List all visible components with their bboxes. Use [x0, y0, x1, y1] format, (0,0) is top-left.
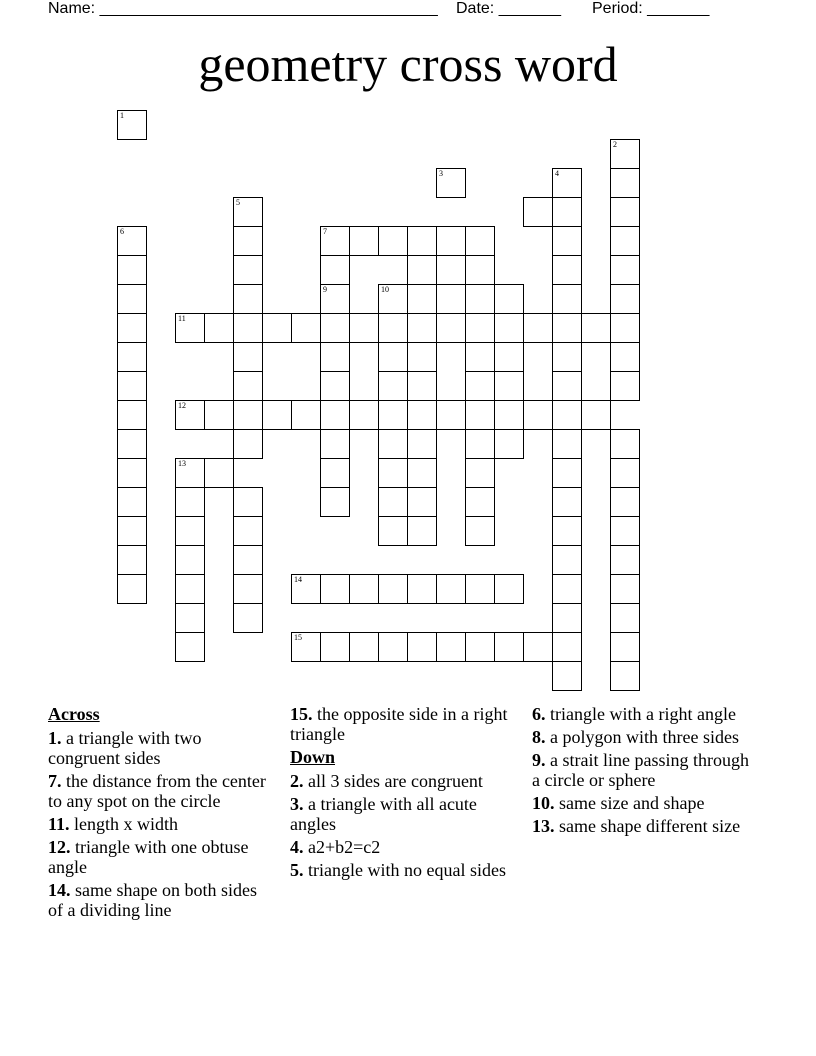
grid-cell[interactable]: [465, 487, 495, 517]
grid-cell[interactable]: [581, 313, 611, 343]
grid-cell[interactable]: [610, 255, 640, 285]
clue: [532, 793, 757, 813]
clue-number-label: 9.: [532, 750, 546, 770]
date-field[interactable]: Date: _______: [456, 0, 561, 17]
grid-cell[interactable]: [436, 313, 466, 343]
grid-cell[interactable]: [552, 226, 582, 256]
grid-cell[interactable]: [262, 400, 292, 430]
grid-cell[interactable]: [610, 226, 640, 256]
clue-text: triangle with one obtuse angle: [48, 837, 249, 877]
grid-cell[interactable]: [465, 429, 495, 459]
grid-cell[interactable]: [175, 487, 205, 517]
clues-column-2: [290, 704, 515, 883]
clue-number-label: 7.: [48, 771, 62, 791]
grid-cell[interactable]: [117, 458, 147, 488]
clue-number: 11: [178, 314, 186, 323]
grid-cell[interactable]: [552, 342, 582, 372]
clue-number: 13: [178, 459, 186, 468]
clues-column-3: [532, 704, 757, 839]
grid-cell[interactable]: [117, 429, 147, 459]
grid-cell[interactable]: [175, 574, 205, 604]
grid-cell[interactable]: [407, 429, 437, 459]
clue-number: 12: [178, 401, 186, 410]
grid-cell[interactable]: [407, 516, 437, 546]
grid-cell[interactable]: [175, 603, 205, 633]
grid-cell[interactable]: [552, 545, 582, 575]
grid-cell[interactable]: [233, 371, 263, 401]
grid-cell[interactable]: [552, 661, 582, 691]
grid-cell[interactable]: [233, 197, 263, 227]
clue-number-label: 6.: [532, 704, 546, 724]
clue-number: 10: [381, 285, 389, 294]
clue-number: 9: [323, 285, 327, 294]
clue: [290, 771, 515, 791]
grid-cell[interactable]: [494, 313, 524, 343]
grid-cell[interactable]: [552, 516, 582, 546]
clue-number-label: 1.: [48, 728, 62, 748]
grid-cell[interactable]: [175, 458, 205, 488]
grid-cell[interactable]: [233, 226, 263, 256]
grid-cell[interactable]: [407, 632, 437, 662]
grid-cell[interactable]: [407, 284, 437, 314]
grid-cell[interactable]: [233, 429, 263, 459]
grid-cell[interactable]: [320, 458, 350, 488]
grid-cell[interactable]: [349, 313, 379, 343]
clue: [290, 837, 515, 857]
grid-cell[interactable]: [610, 313, 640, 343]
name-field[interactable]: Name: ______________________________________: [48, 0, 438, 17]
grid-cell[interactable]: [610, 574, 640, 604]
grid-cell[interactable]: [378, 226, 408, 256]
clue: [48, 880, 273, 920]
grid-cell[interactable]: [494, 429, 524, 459]
grid-cell[interactable]: [378, 458, 408, 488]
clue: [48, 771, 273, 811]
clue-text: the distance from the center to any spot on the circle: [48, 771, 266, 811]
grid-cell[interactable]: [494, 574, 524, 604]
grid-cell[interactable]: [320, 371, 350, 401]
grid-cell[interactable]: [175, 545, 205, 575]
grid-cell[interactable]: [552, 632, 582, 662]
grid-cell[interactable]: [320, 429, 350, 459]
grid-cell[interactable]: [320, 342, 350, 372]
grid-cell[interactable]: [378, 371, 408, 401]
grid-cell[interactable]: [291, 574, 321, 604]
grid-cell[interactable]: [610, 487, 640, 517]
grid-cell[interactable]: [552, 458, 582, 488]
grid-cell[interactable]: [204, 400, 234, 430]
grid-cell[interactable]: [117, 371, 147, 401]
grid-cell[interactable]: [233, 574, 263, 604]
grid-cell[interactable]: [465, 574, 495, 604]
grid-cell[interactable]: [494, 342, 524, 372]
grid-cell[interactable]: [494, 632, 524, 662]
grid-cell[interactable]: [552, 284, 582, 314]
grid-cell[interactable]: [494, 400, 524, 430]
clue-text: a triangle with all acute angles: [290, 794, 477, 834]
grid-cell[interactable]: [378, 632, 408, 662]
grid-cell[interactable]: [378, 516, 408, 546]
grid-cell[interactable]: [117, 545, 147, 575]
grid-cell[interactable]: [349, 574, 379, 604]
clue-text: same size and shape: [559, 793, 705, 813]
grid-cell[interactable]: [175, 516, 205, 546]
clue-number: 5: [236, 198, 240, 207]
grid-cell[interactable]: [349, 632, 379, 662]
grid-cell[interactable]: [320, 487, 350, 517]
grid-cell[interactable]: [552, 168, 582, 198]
grid-cell[interactable]: [320, 400, 350, 430]
clue-number: 6: [120, 227, 124, 236]
grid-cell[interactable]: [465, 342, 495, 372]
grid-cell[interactable]: [610, 197, 640, 227]
clue: [290, 704, 515, 744]
clue-number-label: 2.: [290, 771, 304, 791]
clue-text: same shape on both sides of a dividing line: [48, 880, 257, 920]
grid-cell[interactable]: [233, 313, 263, 343]
grid-cell[interactable]: [233, 516, 263, 546]
grid-cell[interactable]: [378, 429, 408, 459]
clue: [532, 704, 757, 724]
grid-cell[interactable]: [117, 516, 147, 546]
grid-cell[interactable]: [262, 313, 292, 343]
clue-text: the opposite side in a right triangle: [290, 704, 508, 744]
grid-cell[interactable]: [117, 400, 147, 430]
grid-cell[interactable]: [552, 603, 582, 633]
clue-number-label: 11.: [48, 814, 70, 834]
clue: [532, 727, 757, 747]
grid-cell[interactable]: [407, 574, 437, 604]
grid-cell[interactable]: [320, 255, 350, 285]
grid-cell[interactable]: [465, 284, 495, 314]
grid-cell[interactable]: [378, 313, 408, 343]
grid-cell[interactable]: [349, 226, 379, 256]
grid-cell[interactable]: [407, 226, 437, 256]
grid-cell[interactable]: [233, 255, 263, 285]
grid-cell[interactable]: [320, 284, 350, 314]
grid-cell[interactable]: [610, 139, 640, 169]
clues-column-1: [48, 704, 273, 923]
grid-cell[interactable]: [494, 371, 524, 401]
grid-cell[interactable]: [378, 574, 408, 604]
grid-cell[interactable]: [378, 487, 408, 517]
grid-cell[interactable]: [610, 545, 640, 575]
grid-cell[interactable]: [436, 168, 466, 198]
clue: [48, 728, 273, 768]
grid-cell[interactable]: [407, 487, 437, 517]
grid-cell[interactable]: [349, 400, 379, 430]
grid-cell[interactable]: [465, 371, 495, 401]
grid-cell[interactable]: [610, 168, 640, 198]
clue-text: triangle with a right angle: [550, 704, 736, 724]
grid-cell[interactable]: [552, 371, 582, 401]
clue-number: 14: [294, 575, 302, 584]
grid-cell[interactable]: [407, 458, 437, 488]
grid-cell[interactable]: [465, 255, 495, 285]
grid-cell[interactable]: [117, 487, 147, 517]
grid-cell[interactable]: [610, 661, 640, 691]
clue-number-label: 14.: [48, 880, 71, 900]
grid-cell[interactable]: [610, 603, 640, 633]
clue-text: a polygon with three sides: [550, 727, 739, 747]
clue-number-label: 13.: [532, 816, 555, 836]
clue-text: a triangle with two congruent sides: [48, 728, 202, 768]
grid-cell[interactable]: [523, 632, 553, 662]
grid-cell[interactable]: [320, 226, 350, 256]
grid-cell[interactable]: [436, 632, 466, 662]
clue-number-label: 4.: [290, 837, 304, 857]
clue-heading: Down: [290, 747, 336, 767]
grid-cell[interactable]: [436, 226, 466, 256]
grid-cell[interactable]: [610, 516, 640, 546]
grid-cell[interactable]: [552, 429, 582, 459]
grid-cell[interactable]: [523, 313, 553, 343]
grid-cell[interactable]: [320, 632, 350, 662]
clue-number-label: 5.: [290, 860, 304, 880]
grid-cell[interactable]: [552, 574, 582, 604]
grid-cell[interactable]: [117, 313, 147, 343]
grid-cell[interactable]: [552, 197, 582, 227]
worksheet-header: [48, 0, 768, 20]
clue-number: 7: [323, 227, 327, 236]
period-field[interactable]: Period: _______: [592, 0, 710, 17]
grid-cell[interactable]: [552, 255, 582, 285]
clue-number-label: 10.: [532, 793, 555, 813]
grid-cell[interactable]: [233, 545, 263, 575]
grid-cell[interactable]: [117, 255, 147, 285]
grid-cell[interactable]: [175, 632, 205, 662]
grid-cell[interactable]: [320, 574, 350, 604]
grid-cell[interactable]: [465, 516, 495, 546]
clue: [532, 816, 757, 836]
clue-number-label: 12.: [48, 837, 71, 857]
grid-cell[interactable]: [610, 342, 640, 372]
grid-cell[interactable]: [407, 400, 437, 430]
clue-text: triangle with no equal sides: [308, 860, 506, 880]
clue-text: a strait line passing through a circle or sphere: [532, 750, 749, 790]
grid-cell[interactable]: [610, 632, 640, 662]
grid-cell[interactable]: [233, 603, 263, 633]
clue-number: 3: [439, 169, 443, 178]
grid-cell[interactable]: [117, 110, 147, 140]
grid-cell[interactable]: [117, 226, 147, 256]
clue-number: 15: [294, 633, 302, 642]
clue-number-label: 3.: [290, 794, 304, 814]
grid-cell[interactable]: [233, 487, 263, 517]
page-title: geometry cross word: [198, 36, 618, 92]
grid-cell[interactable]: [465, 632, 495, 662]
grid-cell[interactable]: [117, 342, 147, 372]
grid-cell[interactable]: [552, 487, 582, 517]
clue-text: a2+b2=c2: [308, 837, 381, 857]
clue-number: 1: [120, 111, 124, 120]
grid-cell[interactable]: [378, 342, 408, 372]
grid-cell[interactable]: [407, 371, 437, 401]
grid-cell[interactable]: [610, 458, 640, 488]
grid-cell[interactable]: [465, 400, 495, 430]
grid-cell[interactable]: [233, 400, 263, 430]
grid-cell[interactable]: [117, 574, 147, 604]
grid-cell[interactable]: [291, 400, 321, 430]
grid-cell[interactable]: [378, 284, 408, 314]
clue: [48, 814, 273, 834]
grid-cell[interactable]: [610, 284, 640, 314]
grid-cell[interactable]: [523, 400, 553, 430]
clue-number-label: 8.: [532, 727, 546, 747]
clue-heading: Across: [48, 704, 100, 724]
clue-text: length x width: [74, 814, 179, 834]
grid-cell[interactable]: [291, 632, 321, 662]
grid-cell[interactable]: [436, 255, 466, 285]
clue-number-label: 15.: [290, 704, 313, 724]
clue: [48, 837, 273, 877]
grid-cell[interactable]: [204, 313, 234, 343]
grid-cell[interactable]: [407, 255, 437, 285]
grid-cell[interactable]: [494, 284, 524, 314]
grid-cell[interactable]: [175, 400, 205, 430]
grid-cell[interactable]: [233, 342, 263, 372]
clue-number: 4: [555, 169, 559, 178]
grid-cell[interactable]: [465, 458, 495, 488]
clue-text: all 3 sides are congruent: [308, 771, 483, 791]
grid-cell[interactable]: [233, 284, 263, 314]
grid-cell[interactable]: [436, 574, 466, 604]
grid-cell[interactable]: [436, 400, 466, 430]
clue-text: same shape different size: [559, 816, 741, 836]
clue: [290, 794, 515, 834]
clue: [290, 860, 515, 880]
grid-cell[interactable]: [523, 197, 553, 227]
grid-cell[interactable]: [117, 284, 147, 314]
grid-cell[interactable]: [378, 400, 408, 430]
grid-cell[interactable]: [175, 313, 205, 343]
grid-cell[interactable]: [407, 342, 437, 372]
grid-cell[interactable]: [610, 371, 640, 401]
clue: [532, 750, 757, 790]
grid-cell[interactable]: [465, 226, 495, 256]
grid-cell[interactable]: [610, 429, 640, 459]
grid-cell[interactable]: [581, 400, 611, 430]
clue-number: 2: [613, 140, 617, 149]
grid-cell[interactable]: [204, 458, 234, 488]
grid-cell[interactable]: [552, 400, 582, 430]
grid-cell[interactable]: [291, 313, 321, 343]
